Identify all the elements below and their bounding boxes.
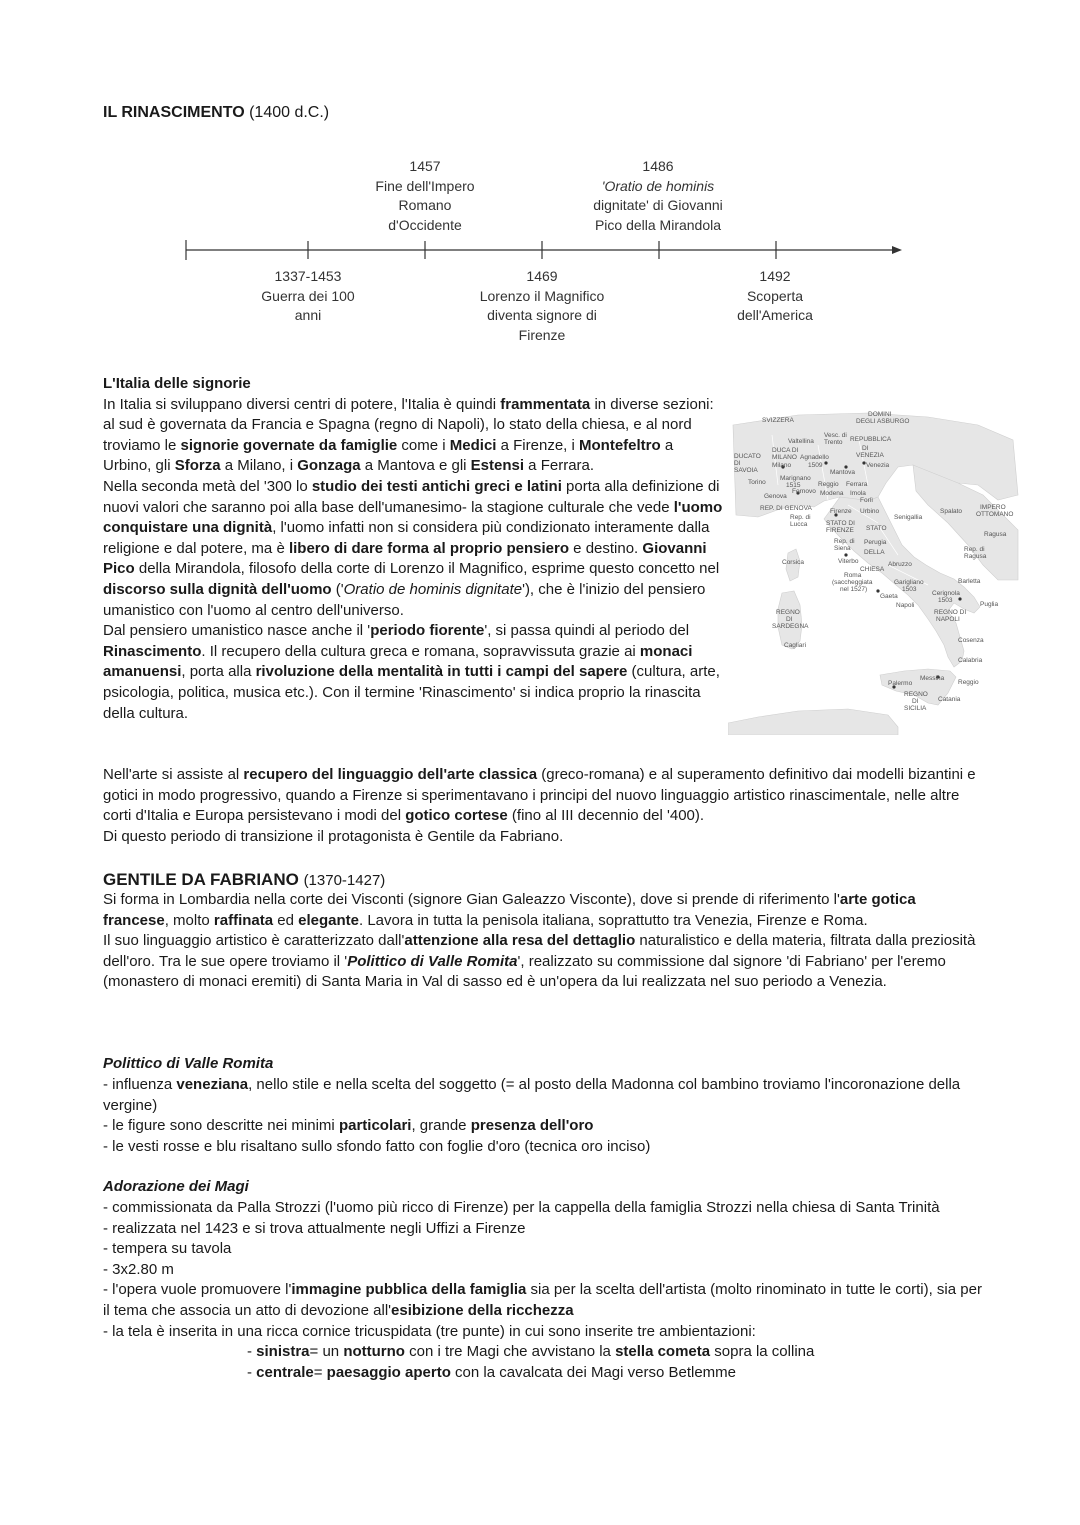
signorie-paragraph-4: Nell'arte si assiste al recupero del linguaggio dell'arte classica (greco-romana) e al superamento definitivo dai modelli bizantini e gotici in modo progressivo, quando a Firenze si sperimentavano i principi del nuovo linguaggio artistico rinascimentale, nelle altre corti d'Italia e Europa persistevano i modi del gotico cortese (fino al III decennio del '400). xyxy=(103,766,976,825)
gentile-heading: GENTILE DA FABRIANO (1370-1427) xyxy=(103,870,386,889)
signorie-section xyxy=(103,374,723,724)
title-subtitle: (1400 d.C.) xyxy=(249,104,330,121)
timeline-axis xyxy=(180,238,905,262)
title-main: IL RINASCIMENTO xyxy=(103,104,245,121)
timeline-event-1469: 1469 Lorenzo il Magnifico diventa signore di Firenze xyxy=(479,268,605,343)
page-title xyxy=(103,104,329,122)
polittico-bullet-1: - influenza veneziana, nello stile e nella scelta del soggetto (= al posto della Madonna col bambino troviamo l'incoronazione della vergine) xyxy=(103,1076,961,1114)
adorazione-bullet-1: - commissionata da Palla Strozzi (l'uomo più ricco di Firenze) per la cappella della famiglia Strozzi nella chiesa di Santa Trinità xyxy=(103,1199,940,1216)
timeline-event-1457: 1457 Fine dell'Impero Romano d'Occidente xyxy=(375,158,475,233)
adorazione-subbullet-2: - centrale= paesaggio aperto con la cavalcata dei Magi verso Betlemme xyxy=(247,1363,736,1381)
adorazione-bullet-5: - l'opera vuole promuovere l'immagine pubblica della famiglia sia per la scelta dell'artista (molto rinominato in tutte le corti), sia per il tema che associa un atto di devozione all'esibizione della ricchezza xyxy=(103,1281,982,1319)
timeline-event-1492: 1492 Scoperta dell'America xyxy=(737,268,813,323)
adorazione-bullet-3: - tempera su tavola xyxy=(103,1240,232,1258)
adorazione-bullet-6: - la tela è inserita in una ricca cornice tricuspidata (tre punte) in cui sono inserite tre ambientazioni: xyxy=(103,1322,756,1340)
gentile-paragraph-1: Si forma in Lombardia nella corte dei Visconti (signore Gian Galeazzo Visconte), dove si prende di riferimento l'arte gotica francese, molto raffinata ed elegante. Lavora in tutta la penisola italiana, soprattutto tra Venezia, Firenze e Roma. xyxy=(103,891,916,929)
signorie-paragraph-1: In Italia si sviluppano diversi centri di potere, l'Italia è quindi frammentata in diverse sezioni: al sud è governata da Francia e Spagna (regno di Napoli), lo stato della chiesa, e al nord troviamo le signorie governate da famiglie come i Medici a Firenze, i Montefeltro a Urbino, gli Sforza a Milano, i Gonzaga a Mantova e gli Estensi a Ferrara. xyxy=(103,395,714,475)
timeline-event-1337: 1337-1453 Guerra dei 100 anni xyxy=(261,268,355,323)
adorazione-bullet-2: - realizzata nel 1423 e si trova attualmente negli Uffizi a Firenze xyxy=(103,1219,526,1237)
polittico-list xyxy=(103,1075,983,1157)
polittico-bullet-2: - le figure sono descritte nei minimi particolari, grande presenza dell'oro xyxy=(103,1117,594,1135)
polittico-bullet-3: - le vesti rosse e blu risaltano sullo sfondo fatto con foglie d'oro (tecnica oro inciso) xyxy=(103,1137,651,1155)
adorazione-list xyxy=(103,1198,983,1383)
gentile-paragraph-2: Il suo linguaggio artistico è caratterizzato dall'attenzione alla resa del dettaglio naturalistico e della materia, filtrata dalla preziosità dell'oro. Tra le sue opere troviamo il 'Polittico di Valle Romita', realizzato su commissione dal signore 'di Fabriano' per l'eremo (monastero di monaci eremiti) di Santa Maria in Val di sasso ed è un'opera da lui realizzata nel suo periodo a Venezia. xyxy=(103,932,976,991)
timeline-event-1486: 1486 'Oratio de hominis dignitate' di Giovanni Pico della Mirandola xyxy=(593,158,723,233)
gentile-section xyxy=(103,890,983,993)
adorazione-heading: Adorazione dei Magi xyxy=(103,1178,249,1195)
adorazione-bullet-4: - 3x2.80 m xyxy=(103,1260,174,1278)
map-labels: SVIZZERA DOMINI DEGLI ASBURGO Vesc. di Trento REPUBBLICA DI VENEZIA Valtellina DUCATO DI SAVOIA DUCA DI MILANO Agnadello 1509 Milano Mantova Venezia Torino Marignano 1515 Reggio Ferrara Genova Fornovo Modena Imola Forlì REP. DI GENOVA Rep. di Lucca Firenze Urbino Senigallia STATO DI FIRENZE STATO Rep. di Siena Perugia DELLA CHIESA Spalato IMPERO OTTOMANO Ragusa Rep. di Ragusa Corsica Viterbo Abruzzo Roma (saccheggiata nel 1527) Gaeta Garigliano 1503 Cerignola 1503 Barletta Napoli Puglia REGNO DI SARDEGNA REGNO DI NAPOLI Cagliari Cosenza Calabria Palermo Messina Reggio REGNO DI SICILIA Catania xyxy=(734,411,1014,712)
polittico-heading: Polittico di Valle Romita xyxy=(103,1055,274,1072)
adorazione-subbullet-1: - sinistra= un notturno con i tre Magi che avvistano la stella cometa sopra la collina xyxy=(247,1343,815,1361)
signorie-paragraph-3: Dal pensiero umanistico nasce anche il 'periodo fiorente', si passa quindi al periodo del Rinascimento. Il recupero della cultura greca e romana, sopravvissuta grazie ai monaci amanuensi, porta alla rivoluzione della mentalità in tutti i campi del sapere (cultura, arte, psicologia, politica, musica etc.). Con il termine 'Rinascimento' si indica proprio la rinascita della cultura. xyxy=(103,622,720,722)
signorie-section-cont xyxy=(103,765,983,847)
signorie-paragraph-5: Di questo periodo di transizione il protagonista è Gentile da Fabriano. xyxy=(103,827,564,845)
signorie-heading: L'Italia delle signorie xyxy=(103,375,251,392)
signorie-paragraph-2: Nella seconda metà del '300 lo studio dei testi antichi greci e latini porta alla definizione di nuovi valori che saranno poi alla base dell'umanesimo- la stagione culturale che vede l'uomo conquistare una dignità, l'uomo infatti non si considera più condizionato interamente dalla religione e dal potere, ma è libero di dare forma al proprio pensiero e destino. Giovanni Pico della Mirandola, filosofo della corte di Lorenzo il Magnifico, esprime questo concetto nel discorso sulla dignità dell'uomo ('Oratio de hominis dignitate'), che è l'inizio del pensiero umanistico con l'uomo al centro dell'universo. xyxy=(103,477,723,619)
